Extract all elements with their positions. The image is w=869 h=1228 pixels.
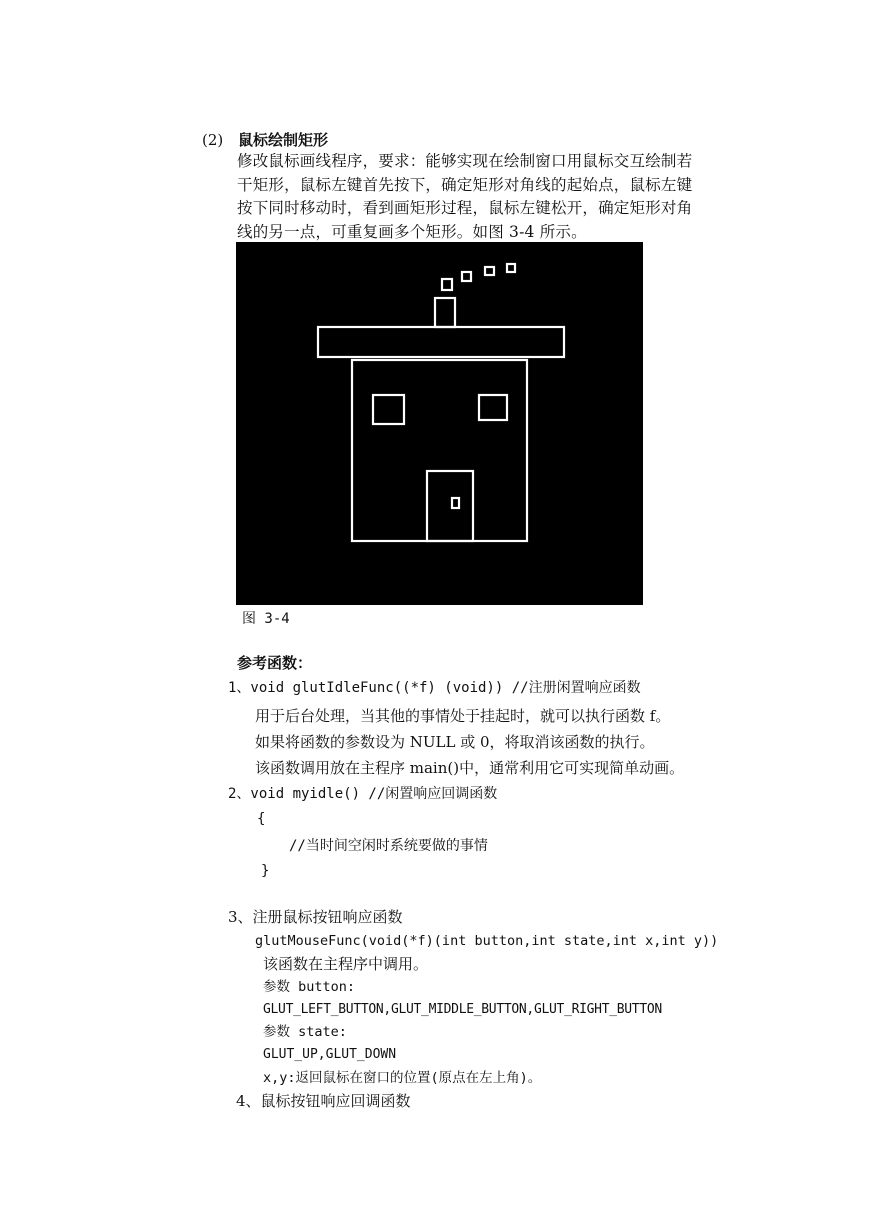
item1-line: 用于后台处理，当其他的事情处于挂起时，就可以执行函数 f。 bbox=[255, 707, 671, 725]
close-brace: } bbox=[261, 863, 270, 879]
right-window-rect bbox=[479, 395, 507, 420]
item3-line: GLUT_LEFT_BUTTON,GLUT_MIDDLE_BUTTON,GLUT_RIGHT_BUTTON bbox=[263, 1002, 662, 1017]
paragraph-line: 干矩形，鼠标左键首先按下，确定矩形对角线的起始点，鼠标左键 bbox=[237, 175, 693, 194]
section-number: (2) bbox=[202, 131, 224, 149]
section-title: 鼠标绘制矩形 bbox=[238, 131, 329, 149]
item4-title: 4、鼠标按钮响应回调函数 bbox=[236, 1092, 411, 1110]
door-knob-rect bbox=[452, 498, 459, 508]
paragraph-line: 按下同时移动时，看到画矩形过程，鼠标左键松开，确定矩形对角 bbox=[237, 199, 693, 217]
open-brace: { bbox=[257, 811, 266, 827]
item1-line: 该函数调用放在主程序 main()中，通常利用它可实现简单动画。 bbox=[255, 759, 685, 777]
roof-rect bbox=[318, 327, 564, 357]
item3-title: 3、注册鼠标按钮响应函数 bbox=[228, 908, 403, 926]
wall-rect bbox=[352, 360, 527, 541]
section-paragraph bbox=[237, 150, 742, 244]
figure-caption: 图 3-4 bbox=[242, 611, 290, 627]
smoke-puff-rect bbox=[485, 267, 494, 275]
smoke-puff-rect bbox=[442, 279, 452, 290]
item2-comment: //当时间空闲时系统要做的事情 bbox=[289, 838, 488, 854]
smoke-puff-rect bbox=[462, 272, 471, 281]
item3-signature: glutMouseFunc(void(*f)(int button,int state,int x,int y)) bbox=[255, 933, 719, 949]
door-rect bbox=[427, 471, 473, 541]
item3-line: 参数 button: bbox=[263, 979, 356, 995]
left-window-rect bbox=[373, 395, 404, 424]
paragraph-line: 线的另一点，可重复画多个矩形。如图 3-4 所示。 bbox=[237, 222, 587, 241]
item3-line: 参数 state: bbox=[263, 1024, 347, 1040]
figure-rectangles-house bbox=[236, 242, 643, 605]
item1-title: 1、void glutIdleFunc((*f) (void)) //注册闲置响应函数 bbox=[228, 680, 641, 696]
chimney-rect bbox=[435, 298, 455, 327]
paragraph-line: 修改鼠标画线程序，要求：能够实现在绘制窗口用鼠标交互绘制若 bbox=[237, 152, 693, 170]
item3-line: 该函数在主程序中调用。 bbox=[263, 955, 429, 973]
item2-title: 2、void myidle() //闲置响应回调函数 bbox=[228, 786, 498, 802]
item1-line: 如果将函数的参数设为 NULL 或 0，将取消该函数的执行。 bbox=[255, 733, 655, 751]
reference-heading: 参考函数： bbox=[237, 654, 313, 672]
item3-line: x,y:返回鼠标在窗口的位置(原点在左上角)。 bbox=[263, 1070, 542, 1086]
smoke-puff-rect bbox=[507, 264, 515, 272]
house-drawing bbox=[236, 242, 643, 605]
item3-line: GLUT_UP,GLUT_DOWN bbox=[263, 1047, 397, 1062]
